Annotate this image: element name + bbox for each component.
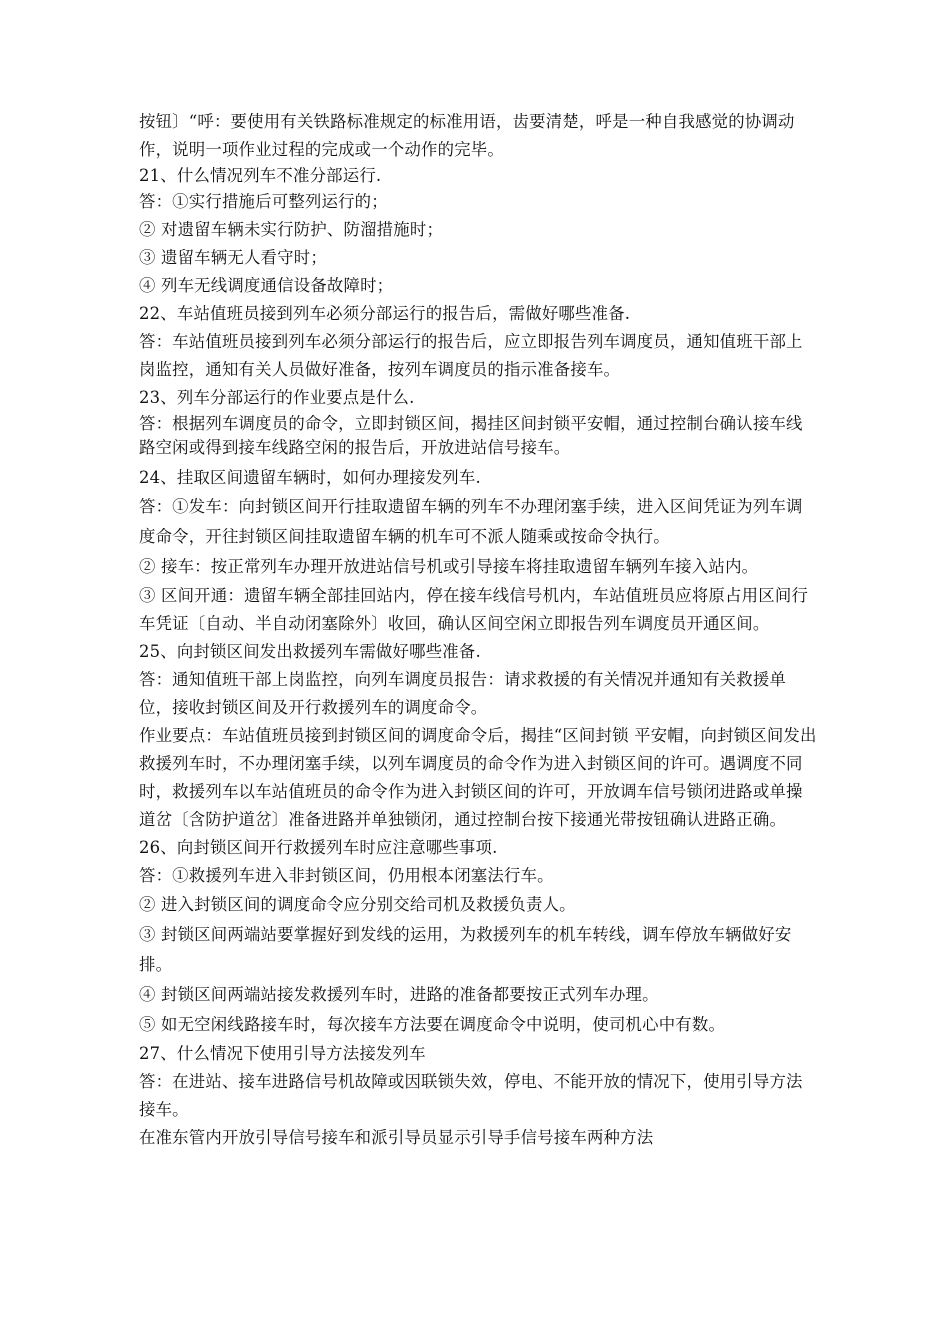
answer-26-item-1: 答：①救援列车进入非封锁区间，仍用根本闭塞法行车。 [139,866,554,885]
answer-21-item-1: 答：①实行措施后可整列运行的； [139,192,388,211]
question-27: 27、什么情况下使用引导方法接发列车 [139,1044,426,1063]
answer-21-item-3: ③ 遗留车辆无人看守时； [139,248,327,267]
answer-26-item-5: ⑤ 如无空闲线路接车时，每次接车方法要在调度命令中说明，使司机心中有数。 [139,1015,726,1034]
answer-22: 答：车站值班员接到列车必须分部运行的报告后，应立即报告列车调度员，通知值班干部上岗监控，通知有关人员做好准备，按列车调度员的指示准备接车。 [139,332,803,379]
answer-23: 答：根据列车调度员的命令，立即封锁区间，揭挂区间封锁平安帽，通过控制台确认接车线路空闲或得到接车线路空闲的报告后，开放进站信号接车。 [139,414,803,457]
answer-21-item-2: ② 对遗留车辆未实行防护、防溜措施时； [139,220,444,239]
answer-24-item-2: ② 接车：按正常列车办理开放进站信号机或引导接车将挂取遗留车辆列车接入站内。 [139,557,759,576]
answer-26-item-4: ④ 封锁区间两端站接发救援列车时，进路的准备都要按正式列车办理。 [139,985,659,1004]
answer-25: 答：通知值班干部上岗监控，向列车调度员报告：请求救援的有关情况并通知有关救援单位，接收封锁区间及开行救援列车的调度命令。 [139,670,787,717]
answer-26-item-3: ③ 封锁区间两端站要掌握好到发线的运用，为救援列车的机车转线，调车停放车辆做好安排。 [139,925,792,974]
question-22: 22、车站值班员接到列车必须分部运行的报告后，需做好哪些准备. [139,304,631,323]
answer-25-procedure: 作业要点：车站值班员接到封锁区间的调度命令后，揭挂“区间封锁 平安帽，向封锁区间发出救援列车时，不办理闭塞手续，以列车调度员的命令作为进入封锁区间的许可。遇调度不同时，救援列车以车站值班员的命令作为进入封锁区间的许可，开放调车信号锁闭进路或单操道岔〔含防护道岔〕准备进路并单独锁闭，通过控制台按下接通光带按钮确认进路正确。 [139,726,817,829]
answer-24-item-1: 答：①发车：向封锁区间开行挂取遗留车辆的列车不办理闭塞手续，进入区间凭证为列车调度命令，开往封锁区间挂取遗留车辆的机车可不派人随乘或按命令执行。 [139,497,803,546]
answer-26-item-2: ② 进入封锁区间的调度命令应分别交给司机及救援负责人。 [139,895,576,914]
document-body [139,108,819,1152]
answer-24-item-3: ③ 区间开通：遗留车辆全部挂回站内，停在接车线信号机内，车站值班员应将原占用区间行车凭证〔自动、半自动闭塞除外〕收回，确认区间空闲立即报告列车调度员开通区间。 [139,586,809,633]
answer-27: 答：在进站、接车进路信号机故障或因联锁失效，停电、不能开放的情况下，使用引导方法接车。 [139,1072,803,1119]
question-26: 26、向封锁区间开行救援列车时应注意哪些事项. [139,838,498,857]
question-24: 24、挂取区间遗留车辆时，如何办理接发列车. [139,468,481,487]
question-23: 23、列车分部运行的作业要点是什么. [139,388,415,407]
answer-21-item-4: ④ 列车无线调度通信设备故障时； [139,276,394,295]
question-21: 21、什么情况列车不准分部运行. [139,166,382,185]
answer-27-methods: 在准东管内开放引导信号接车和派引导员显示引导手信号接车两种方法 [139,1128,654,1147]
question-25: 25、向封锁区间发出救援列车需做好哪些准备. [139,642,481,661]
paragraph-intro: 按钮〕“呼：要使用有关铁路标准规定的标准用语，齿要清楚，呼是一种自我感觉的协调动作，说明一项作业过程的完成或一个动作的完毕。 [139,112,795,159]
